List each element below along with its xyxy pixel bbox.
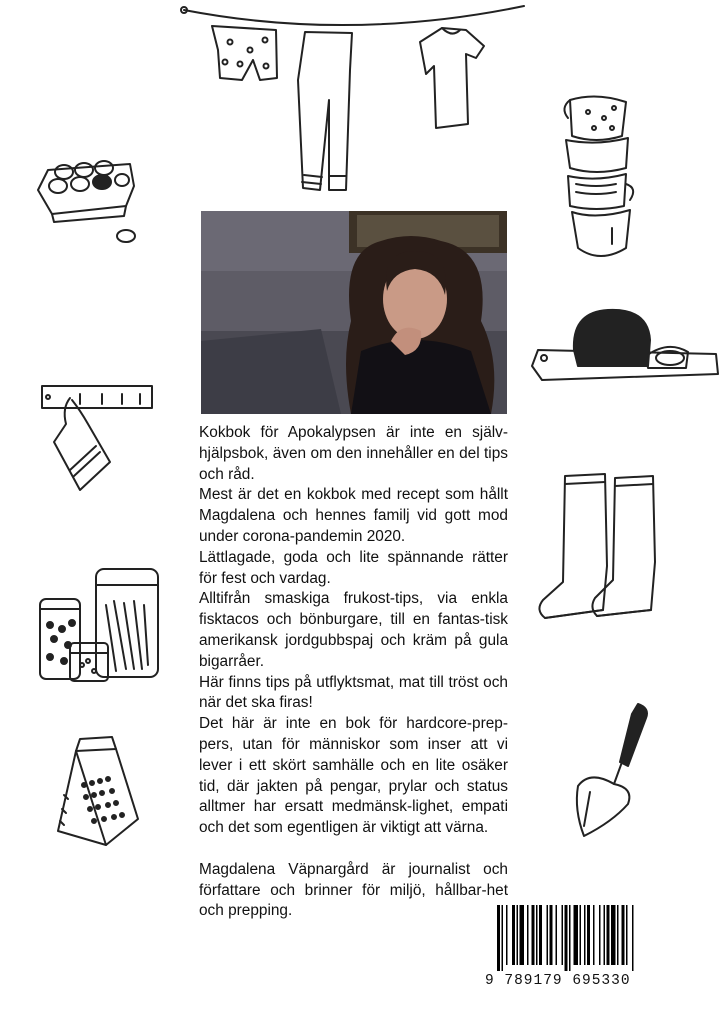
barcode-bar <box>536 905 538 965</box>
egg-carton-icon <box>30 150 150 250</box>
barcode-bar <box>593 905 595 965</box>
barcode-bars <box>497 905 685 971</box>
bread-board-icon <box>528 300 721 400</box>
paragraph-intro: Kokbok för Apokalypsen är inte en själv-hjälpsbok, även om den innehåller en del tips och råd. <box>199 424 508 483</box>
rubber-boots-icon <box>535 470 665 630</box>
barcode-bar <box>599 905 601 965</box>
barcode-bar <box>527 905 529 965</box>
barcode-bar <box>622 905 625 965</box>
paragraph-audience: Det här är inte en bok för hardcore-prep-pers, utan för människor som inser att vi lever i ett skört samhälle och en lite osäker tid, där jakten på pengar, prylar och status alltmer har ersatt medmänsk-lighet, empati och det som egentligen är viktigt att värna. <box>199 715 508 837</box>
barcode-bar <box>512 905 515 965</box>
barcode-bar <box>617 905 619 965</box>
barcode-bar <box>550 905 553 965</box>
jars-icon <box>30 565 170 685</box>
paragraph-cookbook: Mest är det en kokbok med recept som hållt Magdalena och hennes familj vid gott mod under corona-pandemin 2020. <box>199 486 508 545</box>
barcode-bar <box>607 905 610 965</box>
barcode-bar <box>632 905 634 971</box>
towel-hook-icon <box>40 380 160 500</box>
paragraph-author: Magdalena Väpnargård är journalist och författare och brinner för miljö, hållbar-het och prepping. <box>199 860 508 920</box>
barcode-bar <box>532 905 535 965</box>
barcode-bar <box>539 905 542 965</box>
barcode-bar <box>506 905 508 965</box>
paragraph-recipes: Alltifrån smaskiga frukost-tips, via enkla fisktacos och bönburgare, till en fantas-tisk amerikansk jordgubbspaj och kräm på gula bigarråer. <box>199 590 508 670</box>
trowel-icon <box>570 700 660 840</box>
barcode-bar <box>584 905 586 965</box>
barcode-bar <box>574 905 579 965</box>
paragraph-easy: Lättlagade, goda och lite spännande rätter för fest och vardag. <box>199 548 508 587</box>
barcode-bar <box>517 905 519 965</box>
barcode-bar <box>547 905 549 965</box>
barcode-bar <box>497 905 500 971</box>
barcode-bar <box>580 905 582 965</box>
teacups-icon <box>556 88 646 268</box>
author-photo <box>201 211 507 414</box>
barcode-bar <box>562 905 564 965</box>
grater-icon <box>50 735 150 855</box>
barcode-bar <box>556 905 558 965</box>
isbn-number: 9 789179 695330 <box>485 973 631 989</box>
barcode-bar <box>520 905 525 965</box>
barcode-bar <box>626 905 628 965</box>
barcode-bar <box>604 905 606 965</box>
barcode-bar <box>502 905 504 971</box>
barcode-bar <box>569 905 571 971</box>
barcode-bar <box>587 905 590 965</box>
isbn-barcode <box>485 905 685 989</box>
barcode-bar <box>611 905 616 965</box>
clothesline-icon <box>180 0 530 205</box>
barcode-bar <box>565 905 568 971</box>
paragraph-tips: Här finns tips på utflyktsmat, mat till tröst och när det ska firas! <box>199 673 508 712</box>
back-cover-text <box>199 423 508 922</box>
